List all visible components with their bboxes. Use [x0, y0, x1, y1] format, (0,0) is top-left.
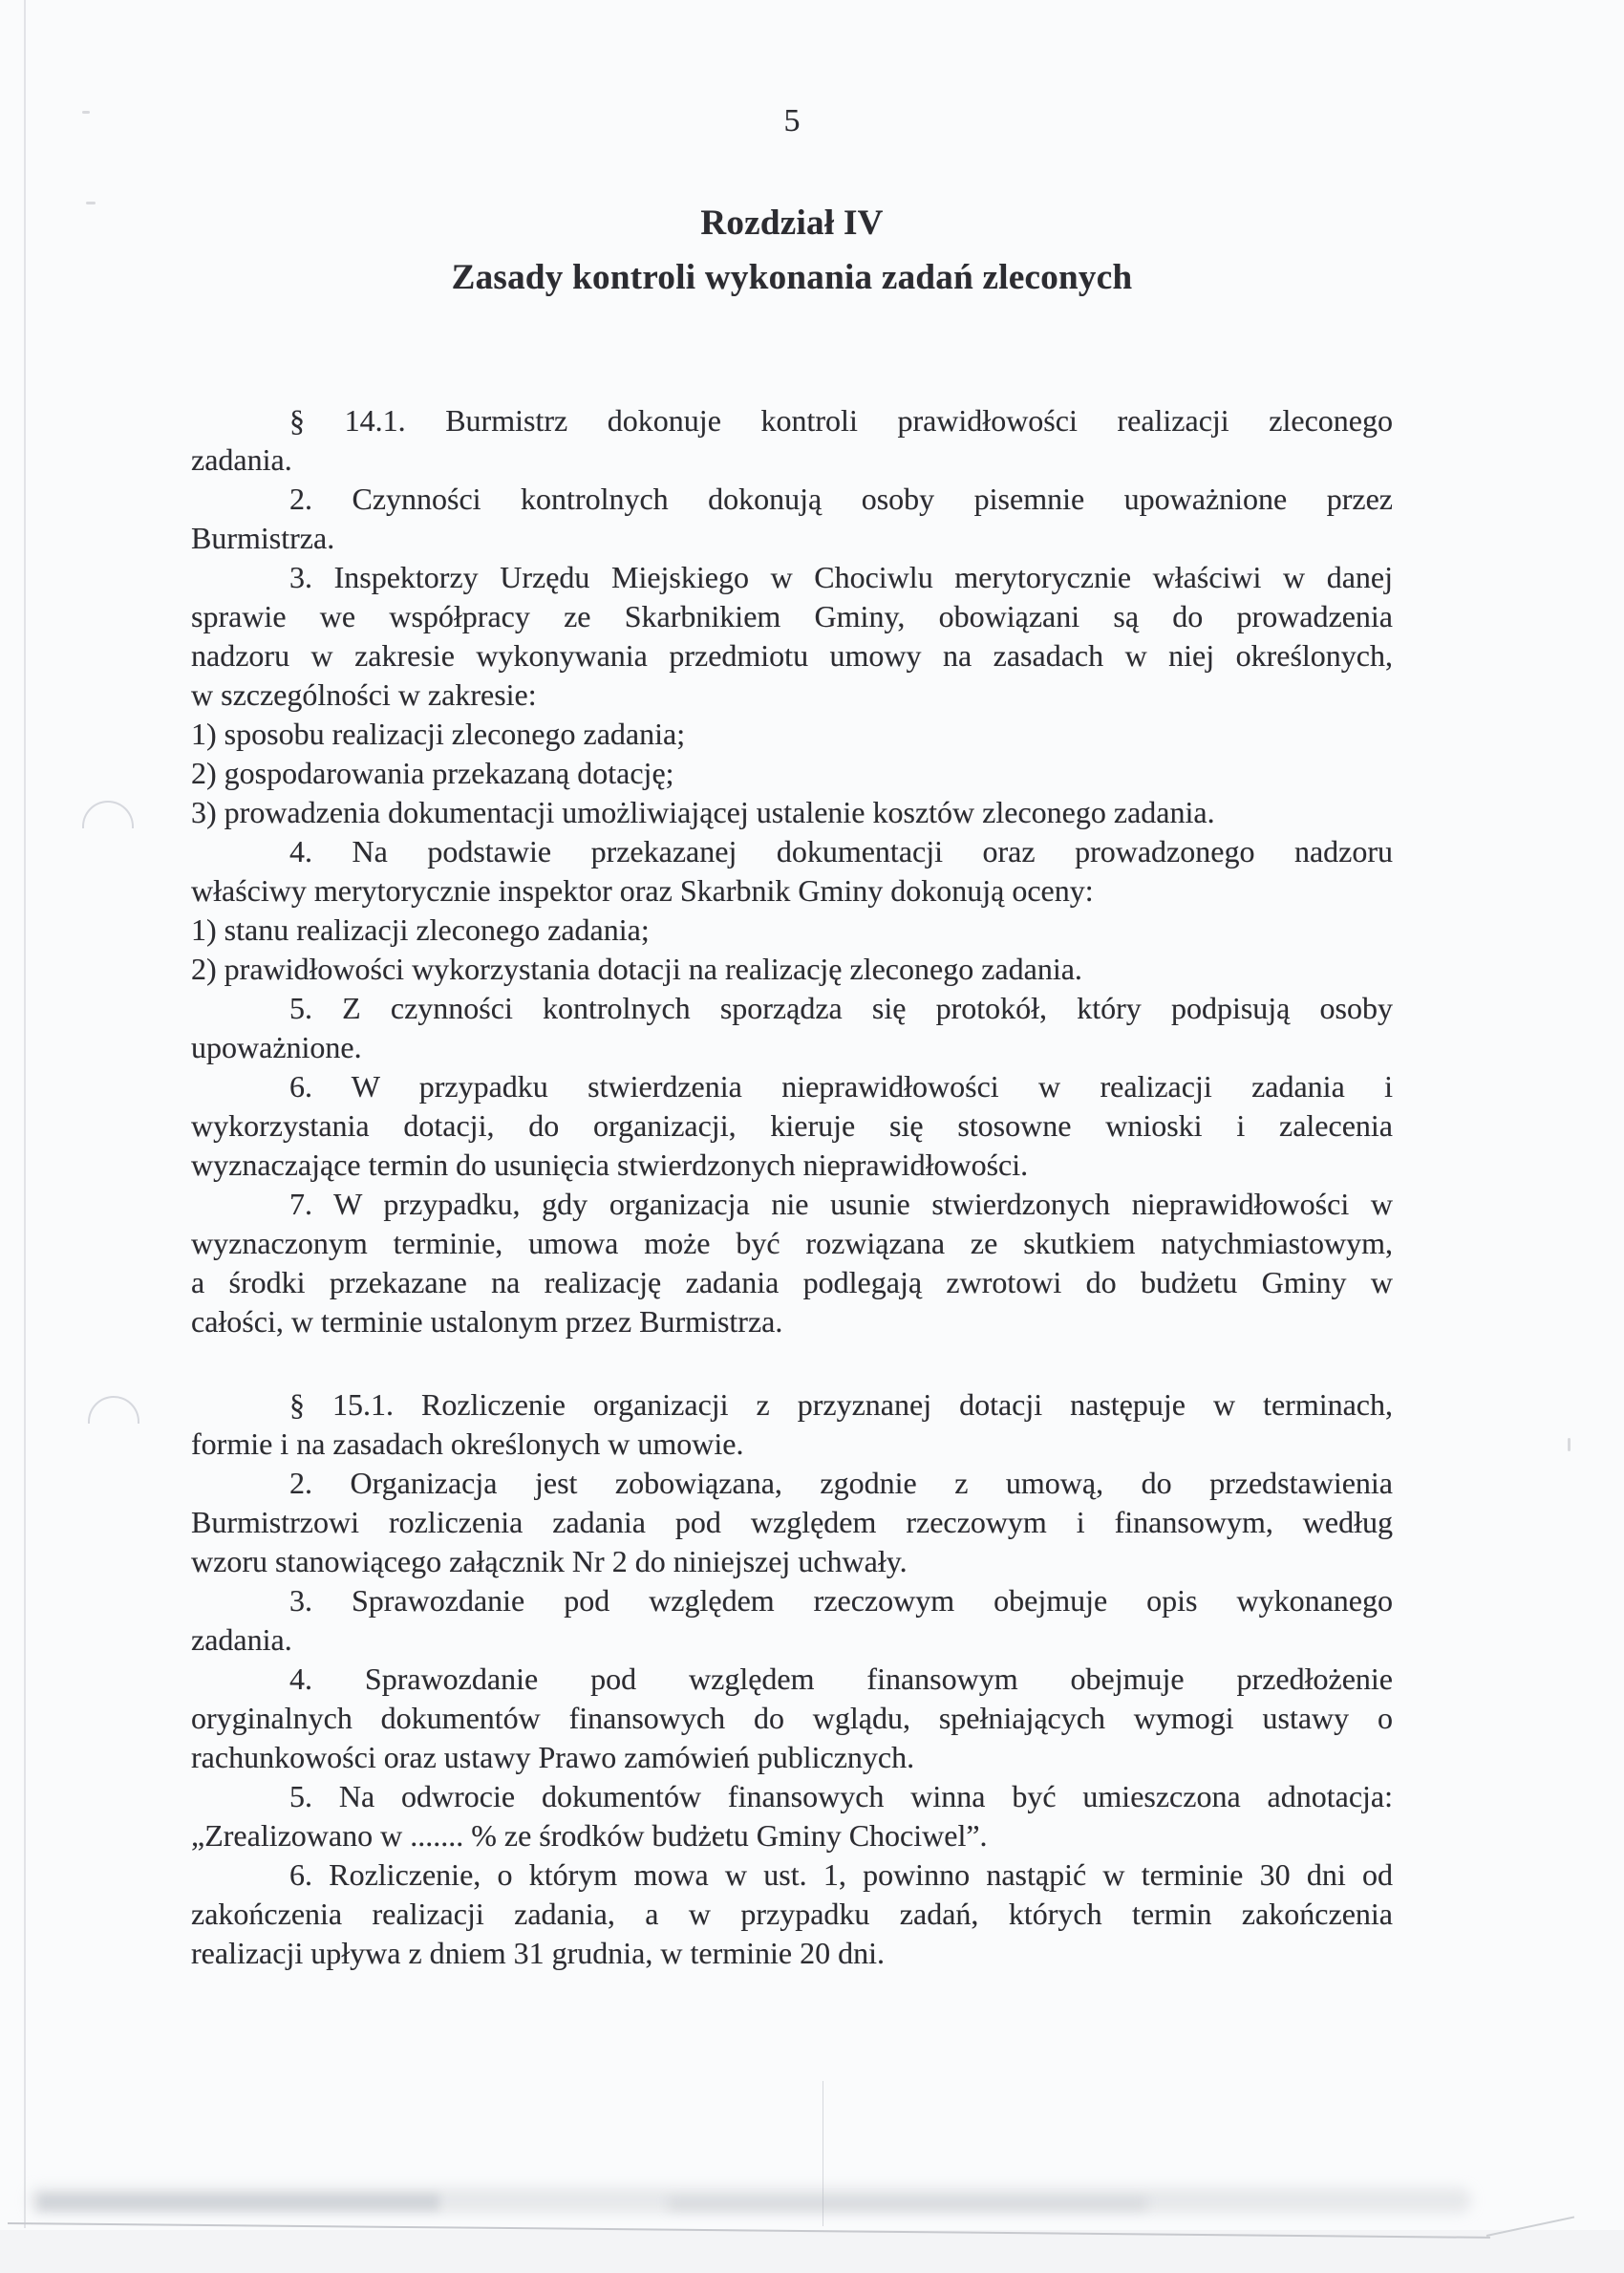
text-line: wyznaczające termin do usunięcia stwierdzonych nieprawidłowości.	[191, 1147, 1029, 1182]
paragraph	[191, 793, 1393, 832]
text-line: 5. Z czynności kontrolnych sporządza się protokół, który podpisują osoby	[289, 991, 1393, 1025]
paragraph	[191, 715, 1393, 754]
scan-speck	[1568, 1438, 1571, 1451]
text-line: realizacji upływa z dniem 31 grudnia, w terminie 20 dni.	[191, 1936, 885, 1970]
scan-speck	[82, 111, 90, 114]
text-line: 4. Na podstawie przekazanej dokumentacji oraz prowadzonego nadzoru	[289, 834, 1393, 868]
hole-punch-mark-bottom	[88, 1396, 139, 1424]
text-line: formie i na zasadach określonych w umowie.	[191, 1426, 744, 1461]
text-line: 2) prawidłowości wykorzystania dotacji na realizację zleconego zadania.	[191, 952, 1082, 986]
text-line: w szczególności w zakresie:	[191, 677, 537, 712]
text-line: 1) stanu realizacji zleconego zadania;	[191, 912, 650, 947]
paragraph	[191, 1067, 1393, 1185]
paragraph	[191, 911, 1393, 950]
text-line: Burmistrza.	[191, 521, 335, 555]
paragraph	[191, 1385, 1393, 1464]
hole-punch-mark-top	[82, 801, 134, 828]
scan-speck	[86, 202, 96, 204]
text-line: a środki przekazane na realizację zadania podlegają zwrotowi do budżetu Gminy w	[191, 1265, 1393, 1299]
paragraph	[191, 989, 1393, 1067]
page-number: 5	[783, 103, 801, 139]
paragraph	[191, 1185, 1393, 1341]
scan-noise-blotch	[38, 2194, 439, 2211]
paragraph	[191, 754, 1393, 793]
text-line: właściwy merytorycznie inspektor oraz Skarbnik Gminy dokonują oceny:	[191, 873, 1094, 908]
paragraph	[191, 401, 1393, 480]
text-line: 6. W przypadku stwierdzenia nieprawidłowości w realizacji zadania i	[289, 1069, 1393, 1104]
scan-edge-line-left	[24, 0, 26, 2228]
text-line: 2. Czynności kontrolnych dokonują osoby pisemnie upoważnione przez	[289, 482, 1393, 516]
text-line: 3) prowadzenia dokumentacji umożliwiającej ustalenie kosztów zleconego zadania.	[191, 795, 1215, 829]
paragraph	[191, 950, 1393, 989]
text-line: sprawie we współpracy ze Skarbnikiem Gminy, obowiązani są do prowadzenia	[191, 599, 1393, 633]
text-line: zadania.	[191, 1622, 292, 1657]
document-body	[191, 401, 1393, 1973]
paragraph	[191, 1777, 1393, 1855]
chapter-subheading: Zasady kontroli wykonania zadań zleconych	[451, 258, 1133, 297]
paragraph	[191, 1660, 1393, 1777]
paragraph	[191, 480, 1393, 558]
text-line: zakończenia realizacji zadania, a w przypadku zadań, których termin zakończenia	[191, 1897, 1393, 1931]
text-line: § 15.1. Rozliczenie organizacji z przyznanej dotacji następuje w terminach,	[289, 1387, 1393, 1422]
paragraph	[191, 1464, 1393, 1581]
text-line: 1) sposobu realizacji zleconego zadania;	[191, 717, 686, 751]
text-line: zadania.	[191, 442, 292, 477]
paragraph	[191, 1855, 1393, 1973]
text-line: 2) gospodarowania przekazaną dotację;	[191, 756, 674, 790]
text-line: oryginalnych dokumentów finansowych do wglądu, spełniających wymogi ustawy o	[191, 1701, 1393, 1735]
chapter-heading: Rozdział IV	[700, 204, 884, 243]
paragraph	[191, 558, 1393, 715]
text-line: § 14.1. Burmistrz dokonuje kontroli prawidłowości realizacji zleconego	[289, 403, 1393, 438]
paragraph	[191, 1581, 1393, 1660]
text-line: wyznaczonym terminie, umowa może być rozwiązana ze skutkiem natychmiastowym,	[191, 1226, 1393, 1260]
text-line: całości, w terminie ustalonym przez Burmistrza.	[191, 1304, 783, 1339]
text-line: wzoru stanowiącego załącznik Nr 2 do niniejszej uchwały.	[191, 1544, 908, 1578]
text-line: upoważnione.	[191, 1030, 362, 1064]
text-line: Burmistrzowi rozliczenia zadania pod względem rzeczowym i finansowym, według	[191, 1505, 1393, 1539]
paragraph	[191, 832, 1393, 911]
text-line: 5. Na odwrocie dokumentów finansowych winna być umieszczona adnotacja:	[289, 1779, 1393, 1813]
text-line: 6. Rozliczenie, o którym mowa w ust. 1, powinno nastąpić w terminie 30 dni od	[289, 1857, 1393, 1892]
text-line: 4. Sprawozdanie pod względem finansowym obejmuje przedłożenie	[289, 1662, 1393, 1696]
text-line: nadzoru w zakresie wykonywania przedmiotu umowy na zasadach w niej określonych,	[191, 638, 1393, 673]
scan-noise-blotch	[669, 2198, 1146, 2211]
text-line: 7. W przypadku, gdy organizacja nie usunie stwierdzonych nieprawidłowości w	[289, 1187, 1393, 1221]
text-line: 2. Organizacja jest zobowiązana, zgodnie z umową, do przedstawienia	[289, 1466, 1393, 1500]
text-line: 3. Sprawozdanie pod względem rzeczowym obejmuje opis wykonanego	[289, 1583, 1393, 1618]
text-line: rachunkowości oraz ustawy Prawo zamówień publicznych.	[191, 1740, 915, 1774]
text-line: „Zrealizowano w ....... % ze środków budżetu Gminy Chociwel”.	[191, 1818, 988, 1853]
text-line: wykorzystania dotacji, do organizacji, kieruje się stosowne wnioski i zalecenia	[191, 1108, 1393, 1143]
text-line: 3. Inspektorzy Urzędu Miejskiego w Chociwlu merytorycznie właściwi w danej	[289, 560, 1393, 594]
